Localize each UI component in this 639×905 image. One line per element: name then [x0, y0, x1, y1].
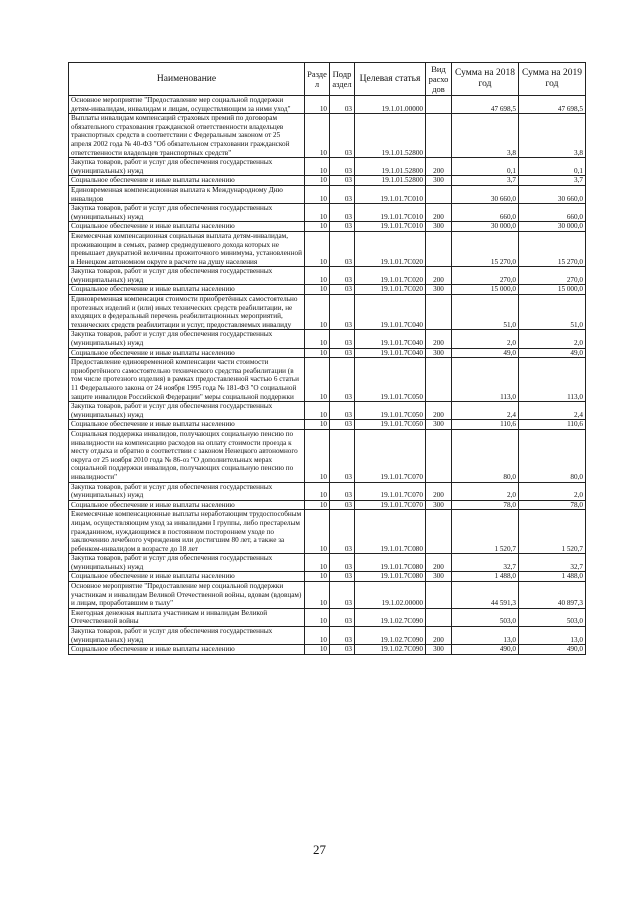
table-row [69, 482, 586, 500]
cell-podrazdel: 03 [330, 608, 355, 626]
cell-sum-2018: 15 270,0 [452, 231, 519, 266]
cell-vid: 300 [426, 420, 452, 430]
cell-name: Ежемесячные компенсационные выплаты неработающим трудоспособным лицам, осуществляющим уход за инвалидами I группы, либо престарелым гражданином, нуждающимся в постоянном постороннем уходе по заключению лечебного учреждения или достигшим 80 лет, а также за ребенком-инвалидом в возрасте до 18 лет [69, 510, 305, 554]
cell-target: 19.1.01.7С050 [355, 358, 426, 402]
cell-razdel: 10 [305, 330, 330, 348]
cell-podrazdel: 03 [330, 358, 355, 402]
cell-name: Социальное обеспечение и иные выплаты населению [69, 645, 305, 655]
cell-razdel: 10 [305, 267, 330, 285]
cell-razdel: 10 [305, 204, 330, 222]
cell-razdel: 10 [305, 231, 330, 266]
cell-podrazdel: 03 [330, 267, 355, 285]
cell-razdel: 10 [305, 402, 330, 420]
cell-sum-2019: 110,6 [519, 420, 586, 430]
cell-sum-2019: 2,0 [519, 330, 586, 348]
table-row [69, 330, 586, 348]
table-row [69, 429, 586, 482]
cell-vid: 300 [426, 348, 452, 358]
cell-vid [426, 358, 452, 402]
cell-podrazdel: 03 [330, 114, 355, 158]
cell-podrazdel: 03 [330, 330, 355, 348]
cell-podrazdel: 03 [330, 572, 355, 582]
table-row [69, 176, 586, 186]
cell-sum-2019: 30 660,0 [519, 185, 586, 203]
cell-podrazdel: 03 [330, 420, 355, 430]
cell-sum-2018: 44 591,3 [452, 582, 519, 609]
cell-podrazdel: 03 [330, 500, 355, 510]
table-row [69, 185, 586, 203]
cell-name: Единовременная компенсационная выплата к Международному Дню инвалидов [69, 185, 305, 203]
cell-target: 19.1.01.7С010 [355, 204, 426, 222]
cell-podrazdel: 03 [330, 627, 355, 645]
cell-vid: 200 [426, 402, 452, 420]
cell-target: 19.1.01.7С010 [355, 185, 426, 203]
cell-sum-2019: 503,0 [519, 608, 586, 626]
cell-podrazdel: 03 [330, 348, 355, 358]
cell-razdel: 10 [305, 482, 330, 500]
cell-target: 19.1.01.7С050 [355, 420, 426, 430]
cell-vid [426, 96, 452, 114]
cell-sum-2018: 32,7 [452, 554, 519, 572]
table-row [69, 204, 586, 222]
table-body [69, 96, 586, 655]
cell-sum-2019: 0,1 [519, 158, 586, 176]
cell-target: 19.1.01.7С070 [355, 482, 426, 500]
cell-target: 19.1.01.7С020 [355, 285, 426, 295]
cell-sum-2019: 113,0 [519, 358, 586, 402]
cell-sum-2019: 15 000,0 [519, 285, 586, 295]
cell-vid [426, 231, 452, 266]
table-row [69, 285, 586, 295]
cell-sum-2018: 270,0 [452, 267, 519, 285]
cell-razdel: 10 [305, 572, 330, 582]
cell-sum-2018: 2,0 [452, 482, 519, 500]
cell-vid [426, 185, 452, 203]
cell-podrazdel: 03 [330, 185, 355, 203]
cell-sum-2018: 113,0 [452, 358, 519, 402]
cell-podrazdel: 03 [330, 176, 355, 186]
cell-podrazdel: 03 [330, 158, 355, 176]
cell-vid: 200 [426, 627, 452, 645]
cell-vid: 300 [426, 176, 452, 186]
table-row [69, 96, 586, 114]
cell-name: Закупка товаров, работ и услуг для обеспечения государственных (муниципальных) нужд [69, 627, 305, 645]
cell-sum-2018: 490,0 [452, 645, 519, 655]
cell-sum-2018: 78,0 [452, 500, 519, 510]
cell-podrazdel: 03 [330, 645, 355, 655]
cell-sum-2019: 2,4 [519, 402, 586, 420]
cell-target: 19.1.01.7С070 [355, 429, 426, 482]
cell-vid: 300 [426, 500, 452, 510]
cell-target: 19.1.01.7С080 [355, 572, 426, 582]
cell-sum-2018: 80,0 [452, 429, 519, 482]
cell-vid [426, 295, 452, 330]
cell-sum-2018: 1 488,0 [452, 572, 519, 582]
cell-sum-2019: 1 520,7 [519, 510, 586, 554]
header-name: Наименование [69, 63, 305, 96]
cell-sum-2018: 3,8 [452, 114, 519, 158]
cell-target: 19.1.01.00000 [355, 96, 426, 114]
cell-name: Ежегодная денежная выплата участникам и инвалидам Великой Отечественной войны [69, 608, 305, 626]
cell-target: 19.1.01.52800 [355, 158, 426, 176]
cell-razdel: 10 [305, 510, 330, 554]
header-podrazdel: Подр аздел [330, 63, 355, 96]
cell-sum-2019: 47 698,5 [519, 96, 586, 114]
cell-sum-2019: 490,0 [519, 645, 586, 655]
header-sum-2019: Сумма на 2019 год [519, 63, 586, 96]
table-row [69, 500, 586, 510]
cell-podrazdel: 03 [330, 96, 355, 114]
cell-sum-2018: 30 660,0 [452, 185, 519, 203]
table-row [69, 582, 586, 609]
cell-name: Социальное обеспечение и иные выплаты населению [69, 500, 305, 510]
table-row [69, 608, 586, 626]
cell-name: Социальное обеспечение и иные выплаты населению [69, 222, 305, 232]
cell-sum-2019: 49,0 [519, 348, 586, 358]
cell-vid: 300 [426, 645, 452, 655]
cell-sum-2018: 110,6 [452, 420, 519, 430]
cell-vid [426, 608, 452, 626]
cell-podrazdel: 03 [330, 222, 355, 232]
cell-target: 19.1.01.7С080 [355, 510, 426, 554]
table-row [69, 158, 586, 176]
table-row [69, 348, 586, 358]
cell-name: Социальное обеспечение и иные выплаты населению [69, 572, 305, 582]
cell-razdel: 10 [305, 554, 330, 572]
cell-podrazdel: 03 [330, 429, 355, 482]
cell-razdel: 10 [305, 285, 330, 295]
table-row [69, 645, 586, 655]
cell-vid: 200 [426, 204, 452, 222]
cell-razdel: 10 [305, 429, 330, 482]
cell-podrazdel: 03 [330, 402, 355, 420]
cell-podrazdel: 03 [330, 295, 355, 330]
cell-podrazdel: 03 [330, 204, 355, 222]
cell-razdel: 10 [305, 348, 330, 358]
cell-sum-2019: 3,7 [519, 176, 586, 186]
cell-sum-2018: 51,0 [452, 295, 519, 330]
cell-sum-2018: 2,0 [452, 330, 519, 348]
cell-sum-2019: 2,0 [519, 482, 586, 500]
cell-sum-2018: 660,0 [452, 204, 519, 222]
cell-vid: 300 [426, 222, 452, 232]
cell-sum-2018: 47 698,5 [452, 96, 519, 114]
cell-sum-2019: 30 000,0 [519, 222, 586, 232]
cell-vid: 200 [426, 158, 452, 176]
cell-vid: 300 [426, 285, 452, 295]
cell-name: Социальная поддержка инвалидов, получающих социальную пенсию по инвалидности на компенсацию расходов на оплату стоимости проезда к месту отдыха и обратно в соответствии с законом Ненецкого автономного округа от 25 ноября 2010 года № 86-оз "О дополнительных мерах социальной поддержки инвалидов, получающих социальную пенсию по инвалидности" [69, 429, 305, 482]
cell-razdel: 10 [305, 96, 330, 114]
cell-name: Единовременная компенсация стоимости приобретённых самостоятельно протезных изделий и (или) иных технических средств реабилитации, не входящих в федеральный перечень реабилитационных мероприятий, технических средств реабилитации и услуг, предоставляемых инвалиду [69, 295, 305, 330]
cell-target: 19.1.01.7С040 [355, 348, 426, 358]
table-row [69, 222, 586, 232]
cell-sum-2019: 13,0 [519, 627, 586, 645]
cell-sum-2019: 15 270,0 [519, 231, 586, 266]
cell-target: 19.1.01.7С010 [355, 222, 426, 232]
cell-name: Закупка товаров, работ и услуг для обеспечения государственных (муниципальных) нужд [69, 330, 305, 348]
cell-name: Социальное обеспечение и иные выплаты населению [69, 420, 305, 430]
cell-vid: 200 [426, 267, 452, 285]
table-row [69, 402, 586, 420]
cell-name: Закупка товаров, работ и услуг для обеспечения государственных (муниципальных) нужд [69, 482, 305, 500]
cell-sum-2019: 40 897,3 [519, 582, 586, 609]
cell-name: Закупка товаров, работ и услуг для обеспечения государственных (муниципальных) нужд [69, 158, 305, 176]
cell-sum-2018: 0,1 [452, 158, 519, 176]
cell-razdel: 10 [305, 645, 330, 655]
cell-target: 19.1.02.7С090 [355, 627, 426, 645]
cell-name: Основное мероприятие "Предоставление мер социальной поддержки детям-инвалидам, инвалидам и лицам, осуществляющим за ними уход" [69, 96, 305, 114]
cell-name: Выплаты инвалидам компенсаций страховых премий по договорам обязательного страхования гражданской ответственности владельцев транспортных средств в соответствии с Федеральным законом от 25 апреля 2002 года № 40-ФЗ "Об обязательном страховании гражданской ответственности владельцев транспортных средств" [69, 114, 305, 158]
table-row [69, 114, 586, 158]
cell-target: 19.1.02.00000 [355, 582, 426, 609]
cell-name: Социальное обеспечение и иные выплаты населению [69, 176, 305, 186]
cell-sum-2018: 1 520,7 [452, 510, 519, 554]
cell-name: Закупка товаров, работ и услуг для обеспечения государственных (муниципальных) нужд [69, 267, 305, 285]
cell-target: 19.1.01.52800 [355, 176, 426, 186]
cell-razdel: 10 [305, 158, 330, 176]
cell-razdel: 10 [305, 627, 330, 645]
cell-name: Социальное обеспечение и иные выплаты населению [69, 348, 305, 358]
cell-sum-2018: 2,4 [452, 402, 519, 420]
cell-target: 19.1.02.7С090 [355, 645, 426, 655]
cell-target: 19.1.01.52800 [355, 114, 426, 158]
cell-podrazdel: 03 [330, 582, 355, 609]
header-sum-2018: Сумма на 2018 год [452, 63, 519, 96]
cell-sum-2019: 660,0 [519, 204, 586, 222]
cell-razdel: 10 [305, 420, 330, 430]
cell-podrazdel: 03 [330, 554, 355, 572]
cell-name: Предоставление единовременной компенсации части стоимости приобретённого самостоятельно технического средства реабилитации (в том числе протезного изделия) в рамках предоставленной частью 6 статьи 11 Федерального закона от 24 ноября 1995 года № 181-ФЗ "О социальной защите инвалидов Российской Федерации" меры социальной поддержки [69, 358, 305, 402]
cell-name: Основное мероприятие "Предоставление мер социальной поддержки участникам и инвалидам Великой Отечественной войны, вдовам (вдовцам) и лицам, проработавшим в тылу" [69, 582, 305, 609]
cell-target: 19.1.01.7С040 [355, 330, 426, 348]
budget-table [68, 62, 586, 655]
table-row [69, 572, 586, 582]
table-row [69, 554, 586, 572]
cell-razdel: 10 [305, 185, 330, 203]
cell-vid: 200 [426, 554, 452, 572]
cell-target: 19.1.01.7С050 [355, 402, 426, 420]
cell-name: Закупка товаров, работ и услуг для обеспечения государственных (муниципальных) нужд [69, 204, 305, 222]
cell-name: Закупка товаров, работ и услуг для обеспечения государственных (муниципальных) нужд [69, 554, 305, 572]
table-row [69, 295, 586, 330]
cell-sum-2019: 32,7 [519, 554, 586, 572]
cell-vid [426, 582, 452, 609]
cell-sum-2019: 1 488,0 [519, 572, 586, 582]
cell-sum-2019: 78,0 [519, 500, 586, 510]
cell-sum-2018: 13,0 [452, 627, 519, 645]
cell-sum-2018: 15 000,0 [452, 285, 519, 295]
cell-razdel: 10 [305, 582, 330, 609]
cell-name: Закупка товаров, работ и услуг для обеспечения государственных (муниципальных) нужд [69, 402, 305, 420]
cell-sum-2019: 3,8 [519, 114, 586, 158]
header-vid: Вид расхо дов [426, 63, 452, 96]
cell-razdel: 10 [305, 295, 330, 330]
cell-sum-2018: 3,7 [452, 176, 519, 186]
cell-sum-2018: 503,0 [452, 608, 519, 626]
cell-podrazdel: 03 [330, 231, 355, 266]
cell-sum-2019: 80,0 [519, 429, 586, 482]
cell-target: 19.1.01.7С040 [355, 295, 426, 330]
cell-target: 19.1.01.7С080 [355, 554, 426, 572]
cell-razdel: 10 [305, 114, 330, 158]
cell-razdel: 10 [305, 176, 330, 186]
cell-podrazdel: 03 [330, 510, 355, 554]
cell-podrazdel: 03 [330, 482, 355, 500]
cell-vid [426, 114, 452, 158]
table-row [69, 420, 586, 430]
cell-sum-2019: 270,0 [519, 267, 586, 285]
page-number: 27 [313, 842, 326, 857]
cell-target: 19.1.01.7С020 [355, 231, 426, 266]
cell-sum-2019: 51,0 [519, 295, 586, 330]
cell-vid: 200 [426, 330, 452, 348]
cell-vid [426, 510, 452, 554]
table-row [69, 231, 586, 266]
table-row [69, 267, 586, 285]
cell-target: 19.1.01.7С020 [355, 267, 426, 285]
table-row [69, 510, 586, 554]
table-row [69, 627, 586, 645]
header-razdel: Разде л [305, 63, 330, 96]
header-target: Целевая статья [355, 63, 426, 96]
cell-name: Ежемесячная компенсационная социальная выплата детям-инвалидам, проживающим в семьях, размер среднедушевого дохода которых не превышает двукратной величины прожиточного минимума, установленной в Ненецком автономном округе в расчете на душу населения [69, 231, 305, 266]
cell-target: 19.1.02.7С090 [355, 608, 426, 626]
cell-sum-2018: 30 000,0 [452, 222, 519, 232]
cell-razdel: 10 [305, 608, 330, 626]
cell-razdel: 10 [305, 358, 330, 402]
cell-vid: 200 [426, 482, 452, 500]
table-row [69, 358, 586, 402]
cell-razdel: 10 [305, 222, 330, 232]
table-header-row [69, 63, 586, 96]
cell-podrazdel: 03 [330, 285, 355, 295]
cell-target: 19.1.01.7С070 [355, 500, 426, 510]
cell-vid: 300 [426, 572, 452, 582]
cell-vid [426, 429, 452, 482]
cell-razdel: 10 [305, 500, 330, 510]
cell-name: Социальное обеспечение и иные выплаты населению [69, 285, 305, 295]
cell-sum-2018: 49,0 [452, 348, 519, 358]
